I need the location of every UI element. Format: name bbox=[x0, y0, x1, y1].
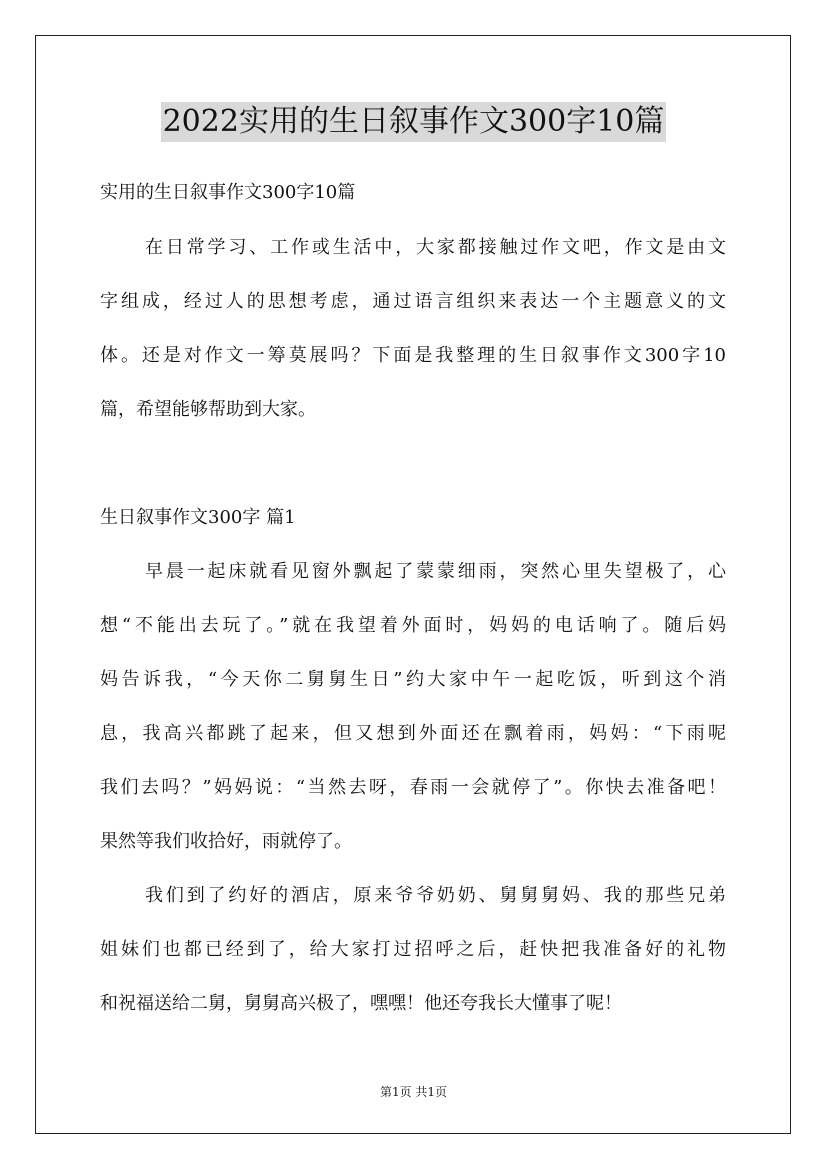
para1-line-6: 果然等我们收拾好，雨就停了。 bbox=[100, 831, 352, 852]
title-container bbox=[0, 102, 827, 142]
para2-line-3: 和祝福送给二舅，舅舅高兴极了，嘿嘿！他还夸我长大懂事了呢！ bbox=[100, 993, 622, 1014]
section-heading: 生日叙事作文300字 篇1 bbox=[100, 507, 296, 528]
document-subtitle: 实用的生日叙事作文300字10篇 bbox=[100, 182, 356, 203]
para1-line-1: 早晨一起床就看见窗外飘起了蒙蒙细雨，突然心里失望极了，心 bbox=[145, 561, 726, 582]
para1-line-5: 我们去吗？”妈妈说：“当然去呀，春雨一会就停了”。你快去准备吧！ bbox=[100, 777, 726, 798]
para1-line-2: 想“不能出去玩了。”就在我望着外面时，妈妈的电话响了。随后妈 bbox=[100, 615, 726, 636]
page-footer: 第1页 共1页 bbox=[379, 1085, 448, 1099]
intro-line-2: 字组成，经过人的思想考虑，通过语言组织来表达一个主题意义的文 bbox=[100, 291, 726, 312]
para2-line-1: 我们到了约好的酒店，原来爷爷奶奶、舅舅舅妈、我的那些兄弟 bbox=[145, 885, 726, 906]
para2-line-2: 姐妹们也都已经到了，给大家打过招呼之后，赶快把我准备好的礼物 bbox=[100, 939, 726, 960]
intro-line-4: 篇，希望能够帮助到大家。 bbox=[100, 399, 316, 420]
document-title: 2022实用的生日叙事作文300字10篇 bbox=[161, 102, 667, 142]
para1-line-4: 息，我高兴都跳了起来，但又想到外面还在飘着雨，妈妈：“下雨呢 bbox=[100, 723, 726, 744]
para1-line-3: 妈告诉我，“今天你二舅舅生日”约大家中午一起吃饭，听到这个消 bbox=[100, 669, 726, 690]
intro-line-3: 体。还是对作文一筹莫展吗？下面是我整理的生日叙事作文300字10 bbox=[100, 345, 726, 366]
intro-line-1: 在日常学习、工作或生活中，大家都接触过作文吧，作文是由文 bbox=[145, 237, 726, 258]
